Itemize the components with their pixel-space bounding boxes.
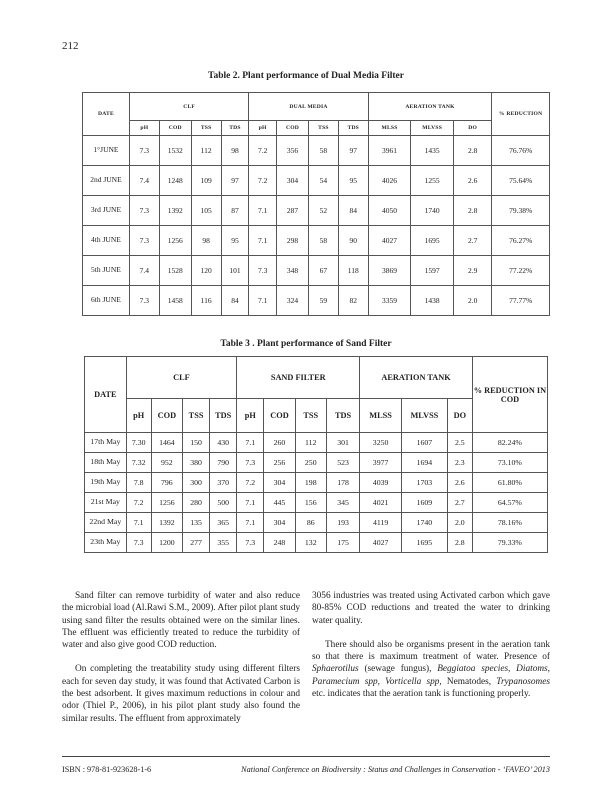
table-cell: 7.3: [129, 136, 159, 166]
table-cell: 304: [264, 473, 295, 493]
table-cell: 97: [338, 136, 368, 166]
table-cell: 135: [183, 513, 210, 533]
reduction-cell: 61.80%: [472, 473, 547, 493]
subheader-cell: COD: [277, 121, 309, 136]
table-cell: 2.8: [453, 136, 491, 166]
page-number: 212: [62, 40, 79, 52]
table-cell: 256: [264, 453, 295, 473]
table-cell: 116: [191, 286, 221, 316]
table-cell: 1255: [411, 166, 454, 196]
table-cell: 1695: [411, 226, 454, 256]
table-cell: 4027: [360, 533, 402, 553]
table-cell: 7.3: [129, 196, 159, 226]
header-group-sand-filter: SAND FILTER: [237, 357, 360, 399]
subheader-cell: TDS: [326, 399, 359, 433]
table-cell: 304: [264, 513, 295, 533]
table-cell: 790: [210, 453, 237, 473]
date-cell: 3rd JUNE: [83, 196, 130, 226]
table-cell: 7.1: [249, 226, 277, 256]
subheader-cell: TSS: [295, 399, 326, 433]
table-cell: 112: [191, 136, 221, 166]
table-row: [83, 226, 550, 256]
subheader-cell: pH: [237, 399, 264, 433]
table-cell: 300: [183, 473, 210, 493]
table-cell: 1703: [401, 473, 447, 493]
table-cell: 112: [295, 433, 326, 453]
date-cell: 1°JUNE: [83, 136, 130, 166]
subheader-cell: COD: [159, 121, 191, 136]
footer-rule: [62, 756, 550, 757]
table-row: [83, 136, 550, 166]
table-cell: 345: [326, 493, 359, 513]
header-group-aeration-tank: AERATION TANK: [368, 93, 492, 121]
table-cell: 3250: [360, 433, 402, 453]
subheader-cell: TDS: [210, 399, 237, 433]
subheader-cell: DO: [453, 121, 491, 136]
table-cell: 523: [326, 453, 359, 473]
table-cell: 248: [264, 533, 295, 553]
table-cell: 2.6: [447, 473, 472, 493]
table-cell: 3869: [368, 256, 411, 286]
subheader-cell: TDS: [221, 121, 249, 136]
table-cell: 380: [183, 453, 210, 473]
table-cell: 156: [295, 493, 326, 513]
table-cell: 1695: [401, 533, 447, 553]
table-row: [83, 286, 550, 316]
subheader-cell: TDS: [338, 121, 368, 136]
table-cell: 95: [221, 226, 249, 256]
table-cell: 105: [191, 196, 221, 226]
table-cell: 84: [221, 286, 249, 316]
date-cell: 23th May: [85, 533, 127, 553]
date-cell: 17th May: [85, 433, 127, 453]
table-cell: 86: [295, 513, 326, 533]
table-cell: 98: [191, 226, 221, 256]
table-cell: 175: [326, 533, 359, 553]
subheader-cell: TSS: [183, 399, 210, 433]
table-cell: 4050: [368, 196, 411, 226]
table-cell: 445: [264, 493, 295, 513]
table-cell: 7.30: [126, 433, 151, 453]
table-cell: 1532: [159, 136, 191, 166]
table-cell: 1435: [411, 136, 454, 166]
table-cell: 2.7: [447, 493, 472, 513]
header-reduction: % REDUCTION: [492, 93, 550, 136]
table-cell: 101: [221, 256, 249, 286]
table-cell: 7.2: [249, 166, 277, 196]
table-cell: 1694: [401, 453, 447, 473]
reduction-cell: 73.10%: [472, 453, 547, 473]
subheader-cell: pH: [249, 121, 277, 136]
table-cell: 1392: [151, 513, 182, 533]
table-cell: 370: [210, 473, 237, 493]
table-cell: 7.2: [126, 493, 151, 513]
table-cell: 132: [295, 533, 326, 553]
header-group-dual-media: DUAL MEDIA: [249, 93, 368, 121]
table-cell: 4026: [368, 166, 411, 196]
table-cell: 1464: [151, 433, 182, 453]
table-cell: 1597: [411, 256, 454, 286]
table-cell: 120: [191, 256, 221, 286]
table-cell: 3961: [368, 136, 411, 166]
table-cell: 118: [338, 256, 368, 286]
table-cell: 2.3: [447, 453, 472, 473]
header-group-aeration-tank: AERATION TANK: [360, 357, 473, 399]
table-row: [83, 196, 550, 226]
table-cell: 2.7: [453, 226, 491, 256]
table-cell: 1740: [401, 513, 447, 533]
table-cell: 280: [183, 493, 210, 513]
paragraph: Sand filter can remove turbidity of water and also reduce the microbial load (Al.Rawi S.M., 2009). After pilot plant study using sand filter the results obtained were on the similar lines. The effluent was efficiently treated to reduce the turbidity of water and also give good COD reduction.: [62, 591, 300, 651]
table-cell: 4021: [360, 493, 402, 513]
table-cell: 2.0: [453, 286, 491, 316]
table-cell: 796: [151, 473, 182, 493]
table-cell: 7.1: [237, 513, 264, 533]
paragraph: On completing the treatability study using different filters each for seven day study, it was found that Activated Carbon is the best adsorbent. It gives maximum reductions in colour and odor (Thiel P., 2006), in his pilot plant study also found the similar results. The effluent from approximately: [62, 664, 300, 724]
table-cell: 97: [221, 166, 249, 196]
subheader-cell: MLSS: [360, 399, 402, 433]
date-cell: 21st May: [85, 493, 127, 513]
table-cell: 7.1: [249, 196, 277, 226]
table-cell: 90: [338, 226, 368, 256]
table-cell: 7.3: [126, 533, 151, 553]
table-cell: 4119: [360, 513, 402, 533]
table-cell: 7.3: [237, 533, 264, 553]
table-cell: 356: [277, 136, 309, 166]
paragraph: There should also be organisms present in the aeration tank so that there is maximum treatment of water. Presence of Sphaerotilus (sewage fungus), Beggiatoa species, Diatoms, Paramecium spp, Vorticella spp, Nematodes, Trypanosomes etc. indicates that the aeration tank is functioning properly.: [312, 639, 551, 700]
table-cell: 59: [309, 286, 339, 316]
reduction-cell: 75.64%: [492, 166, 550, 196]
reduction-cell: 77.77%: [492, 286, 550, 316]
table-cell: 301: [326, 433, 359, 453]
table-row: [83, 166, 550, 196]
table-cell: 298: [277, 226, 309, 256]
table-cell: 7.1: [126, 513, 151, 533]
table-cell: 58: [309, 226, 339, 256]
footer-isbn: ISBN : 978-81-923628-1-6: [62, 765, 152, 774]
reduction-cell: 76.76%: [492, 136, 550, 166]
table-cell: 277: [183, 533, 210, 553]
table-cell: 2.0: [447, 513, 472, 533]
table-cell: 1609: [401, 493, 447, 513]
table3-caption: Table 3 . Plant performance of Sand Filter: [220, 339, 392, 349]
table-cell: 54: [309, 166, 339, 196]
reduction-cell: 82.24%: [472, 433, 547, 453]
table-cell: 287: [277, 196, 309, 226]
table-cell: 193: [326, 513, 359, 533]
table-cell: 7.2: [249, 136, 277, 166]
table-cell: 7.4: [129, 256, 159, 286]
table-cell: 2.8: [453, 196, 491, 226]
table-cell: 1256: [151, 493, 182, 513]
table-cell: 98: [221, 136, 249, 166]
table-cell: 7.3: [129, 226, 159, 256]
table-cell: 365: [210, 513, 237, 533]
table-cell: 150: [183, 433, 210, 453]
date-cell: 18th May: [85, 453, 127, 473]
table-cell: 87: [221, 196, 249, 226]
table-cell: 198: [295, 473, 326, 493]
date-cell: 5th JUNE: [83, 256, 130, 286]
subheader-cell: DO: [447, 399, 472, 433]
table-cell: 2.5: [447, 433, 472, 453]
table-cell: 355: [210, 533, 237, 553]
subheader-cell: MLVSS: [411, 121, 454, 136]
table-cell: 7.32: [126, 453, 151, 473]
table-row: [85, 453, 548, 473]
table-cell: 1607: [401, 433, 447, 453]
date-cell: 2nd JUNE: [83, 166, 130, 196]
table-cell: 7.1: [237, 493, 264, 513]
table-cell: 7.1: [237, 433, 264, 453]
table-cell: 1438: [411, 286, 454, 316]
body-right-column: [312, 590, 550, 700]
table-cell: 2.9: [453, 256, 491, 286]
table-cell: 348: [277, 256, 309, 286]
table-row: [83, 256, 550, 286]
table-cell: 2.8: [447, 533, 472, 553]
table-cell: 4027: [368, 226, 411, 256]
date-cell: 4th JUNE: [83, 226, 130, 256]
subheader-cell: TSS: [309, 121, 339, 136]
table-cell: 178: [326, 473, 359, 493]
table-row: [85, 433, 548, 453]
reduction-cell: 78.16%: [472, 513, 547, 533]
table-cell: 7.3: [237, 453, 264, 473]
table-cell: 304: [277, 166, 309, 196]
table-cell: 7.8: [126, 473, 151, 493]
reduction-cell: 79.33%: [472, 533, 547, 553]
table-cell: 1256: [159, 226, 191, 256]
subheader-cell: TSS: [191, 121, 221, 136]
table-cell: 1200: [151, 533, 182, 553]
table-row: [85, 533, 548, 553]
table-row: [85, 473, 548, 493]
header-reduction-in-cod: % REDUCTION IN COD: [472, 357, 547, 433]
header-group-clf: CLF: [126, 357, 237, 399]
table-cell: 1392: [159, 196, 191, 226]
table-cell: 84: [338, 196, 368, 226]
table-cell: 3359: [368, 286, 411, 316]
header-group-clf: CLF: [129, 93, 248, 121]
table-row: [85, 493, 548, 513]
table-cell: 260: [264, 433, 295, 453]
table-cell: 1458: [159, 286, 191, 316]
table-cell: 2.6: [453, 166, 491, 196]
table-cell: 500: [210, 493, 237, 513]
subheader-cell: MLSS: [368, 121, 411, 136]
table-cell: 52: [309, 196, 339, 226]
table-cell: 324: [277, 286, 309, 316]
paragraph: 3056 industries was treated using Activated carbon which gave 80-85% COD reductions and treated the water to drinking water quality.: [312, 591, 550, 626]
header-date: DATE: [83, 93, 130, 136]
reduction-cell: 77.22%: [492, 256, 550, 286]
table-row: [85, 513, 548, 533]
table2-caption: Table 2. Plant performance of Dual Media Filter: [208, 71, 404, 81]
table-cell: 1528: [159, 256, 191, 286]
table-cell: 4039: [360, 473, 402, 493]
reduction-cell: 64.57%: [472, 493, 547, 513]
subheader-cell: COD: [264, 399, 295, 433]
table-cell: 7.1: [249, 286, 277, 316]
subheader-cell: MLVSS: [401, 399, 447, 433]
header-date: DATE: [85, 357, 127, 433]
table-cell: 67: [309, 256, 339, 286]
table-cell: 58: [309, 136, 339, 166]
reduction-cell: 79.38%: [492, 196, 550, 226]
date-cell: 19th May: [85, 473, 127, 493]
table-cell: 1740: [411, 196, 454, 226]
table-cell: 109: [191, 166, 221, 196]
table-cell: 95: [338, 166, 368, 196]
subheader-cell: pH: [129, 121, 159, 136]
subheader-cell: pH: [126, 399, 151, 433]
table-cell: 952: [151, 453, 182, 473]
table-cell: 3977: [360, 453, 402, 473]
footer-conference: National Conference on Biodiversity : Status and Challenges in Conservation - ‘FAVEO’ 2013: [241, 765, 550, 774]
table-cell: 7.3: [129, 286, 159, 316]
date-cell: 22nd May: [85, 513, 127, 533]
table-cell: 430: [210, 433, 237, 453]
table-cell: 250: [295, 453, 326, 473]
table2-dual-media-filter: [82, 92, 550, 316]
table-cell: 82: [338, 286, 368, 316]
table3-sand-filter: [84, 356, 548, 553]
table-cell: 1248: [159, 166, 191, 196]
subheader-cell: COD: [151, 399, 182, 433]
table-cell: 7.3: [249, 256, 277, 286]
table-cell: 7.4: [129, 166, 159, 196]
body-left-column: [62, 590, 300, 725]
reduction-cell: 76.27%: [492, 226, 550, 256]
date-cell: 6th JUNE: [83, 286, 130, 316]
table-cell: 7.2: [237, 473, 264, 493]
